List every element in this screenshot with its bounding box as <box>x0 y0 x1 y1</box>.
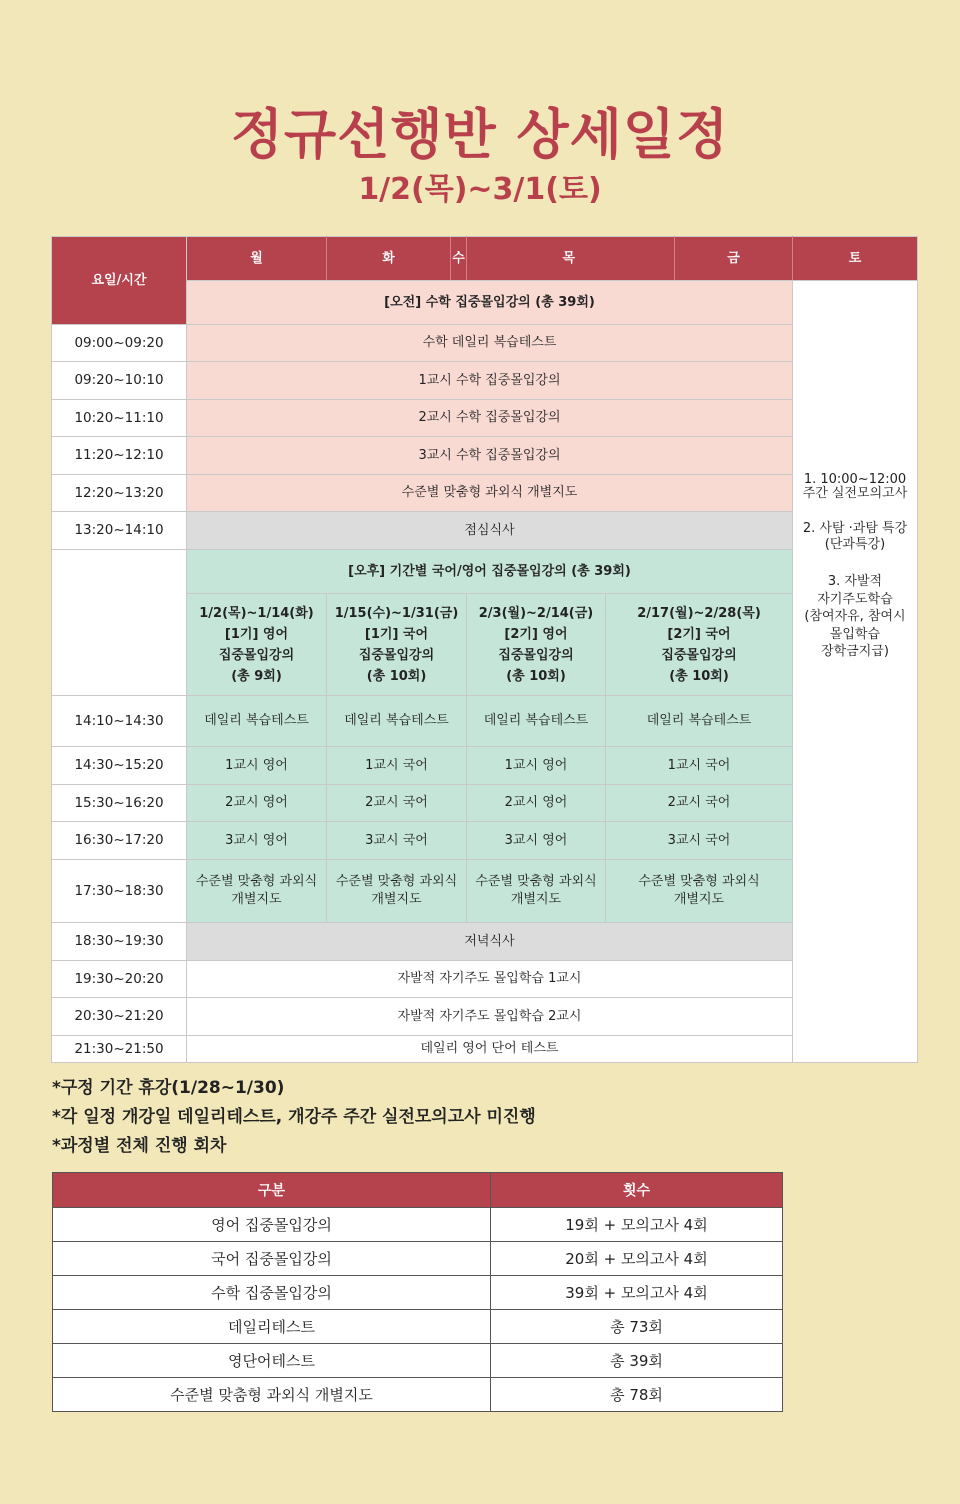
table-row: 국어 집중몰입강의 20회 + 모의고사 4회 <box>53 1242 783 1276</box>
period-2: 1/15(수)~1/31(금) [1기] 국어 집중몰입강의 (총 10회) <box>327 594 467 696</box>
afternoon-title: [오후] 기간별 국어/영어 집중몰입강의 (총 39회) <box>187 550 793 594</box>
header-day-tue-wed <box>327 237 467 281</box>
notes <box>52 1074 536 1161</box>
table-row: 13:20~14:10 점심식사 <box>52 512 918 550</box>
table-row: 09:20~10:10 1교시 수학 집중몰입강의 <box>52 362 918 400</box>
header-day-thu: 목 <box>467 237 675 281</box>
counts-header-category: 구분 <box>53 1173 491 1208</box>
table-row: 20:30~21:20 자발적 자기주도 몰입학습 2교시 <box>52 998 918 1036</box>
header-day-wed: 수 <box>452 251 465 266</box>
table-row: 수준별 맞춤형 과외식 개별지도 총 78회 <box>53 1378 783 1412</box>
header-corner: 요일/시간 <box>52 237 187 325</box>
note-counts: *과정별 전체 진행 회차 <box>52 1136 227 1156</box>
table-row: 09:00~09:20 수학 데일리 복습테스트 <box>52 325 918 362</box>
table-row: 12:20~13:20 수준별 맞춤형 과외식 개별지도 <box>52 475 918 512</box>
table-row: 영단어테스트 총 39회 <box>53 1344 783 1378</box>
period-1: 1/2(목)~1/14(화) [1기] 영어 집중몰입강의 (총 9회) <box>187 594 327 696</box>
header-day-tue: 화 <box>327 237 451 280</box>
table-row: 15:30~16:20 2교시 영어 2교시 국어 2교시 영어 2교시 국어 <box>52 785 918 822</box>
counts-header-count: 횟수 <box>491 1173 783 1208</box>
table-row: 16:30~17:20 3교시 영어 3교시 국어 3교시 영어 3교시 국어 <box>52 822 918 860</box>
header-day-mon: 월 <box>187 237 327 281</box>
note-holiday: *구정 기간 휴강(1/28~1/30) <box>52 1078 285 1098</box>
schedule-table <box>51 236 918 1063</box>
table-row: 19:30~20:20 자발적 자기주도 몰입학습 1교시 <box>52 961 918 998</box>
table-row: 수학 집중몰입강의 39회 + 모의고사 4회 <box>53 1276 783 1310</box>
afternoon-time-blank <box>52 550 187 696</box>
table-row: 데일리테스트 총 73회 <box>53 1310 783 1344</box>
table-row: 17:30~18:30 수준별 맞춤형 과외식 개별지도 수준별 맞춤형 과외식 개별지도 수준별 맞춤형 과외식 개별지도 수준별 맞춤형 과외식 개별지도 <box>52 860 918 923</box>
period-4: 2/17(월)~2/28(목) [2기] 국어 집중몰입강의 (총 10회) <box>606 594 793 696</box>
header-day-sat: 토 <box>793 237 918 281</box>
table-row: 11:20~12:10 3교시 수학 집중몰입강의 <box>52 437 918 475</box>
counts-table <box>52 1172 783 1412</box>
saturday-cell: 1. 10:00~12:00 주간 실전모의고사 2. 사탐 ·과탐 특강 (단과특강) 3. 자발적 자기주도학습 (참여자유, 참여시 몰입학습 장학금지급) <box>793 281 918 1063</box>
period-3: 2/3(월)~2/14(금) [2기] 영어 집중몰입강의 (총 10회) <box>467 594 606 696</box>
table-row: 18:30~19:30 저녁식사 <box>52 923 918 961</box>
table-row: 14:30~15:20 1교시 영어 1교시 국어 1교시 영어 1교시 국어 <box>52 747 918 785</box>
table-row: 영어 집중몰입강의 19회 + 모의고사 4회 <box>53 1208 783 1242</box>
header-day-fri: 금 <box>675 237 793 281</box>
morning-title: [오전] 수학 집중몰입강의 (총 39회) <box>187 281 793 325</box>
table-row: 21:30~21:50 데일리 영어 단어 테스트 <box>52 1036 918 1063</box>
page-subtitle: 1/2(목)~3/1(토) <box>358 172 602 207</box>
table-row: 10:20~11:10 2교시 수학 집중몰입강의 <box>52 400 918 437</box>
note-first-day: *각 일정 개강일 데일리테스트, 개강주 주간 실전모의고사 미진행 <box>52 1107 536 1127</box>
page-title: 정규선행반 상세일정 <box>230 103 730 166</box>
table-row: 14:10~14:30 데일리 복습테스트 데일리 복습테스트 데일리 복습테스트 데일리 복습테스트 <box>52 696 918 747</box>
